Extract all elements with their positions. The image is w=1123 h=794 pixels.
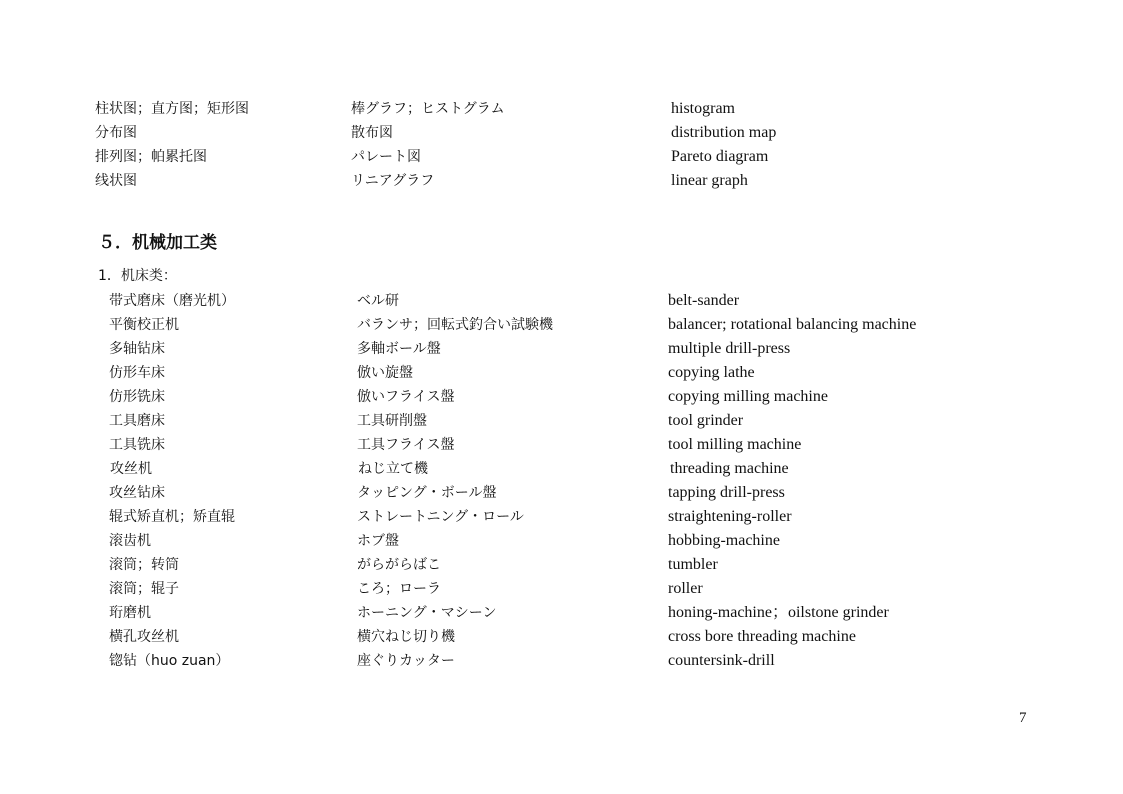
- term-chinese: 柱状图；直方图；矩形图: [95, 101, 249, 117]
- term-english: histogram: [671, 100, 735, 117]
- term-japanese: 工具フライス盤: [357, 437, 455, 453]
- term-english: belt-sander: [668, 292, 740, 309]
- term-english: distribution map: [671, 124, 777, 141]
- term-japanese: 倣いフライス盤: [357, 389, 455, 405]
- term-japanese: 棒グラフ；ヒストグラム: [351, 101, 505, 117]
- term-japanese: リニアグラフ: [351, 173, 435, 189]
- term-english: tumbler: [668, 556, 718, 573]
- term-japanese: 倣い旋盤: [357, 365, 413, 381]
- term-japanese: 散布図: [351, 125, 393, 141]
- term-english: Pareto diagram: [671, 148, 769, 165]
- term-english: threading machine: [670, 460, 789, 477]
- term-english: tool milling machine: [668, 436, 802, 453]
- term-english: linear graph: [671, 172, 748, 189]
- term-english: tapping drill-press: [668, 484, 785, 501]
- term-english: tool grinder: [668, 412, 744, 429]
- term-english: cross bore threading machine: [668, 628, 856, 645]
- term-japanese: ホーニング・マシーン: [357, 605, 497, 621]
- term-japanese: ねじ立て機: [358, 461, 428, 477]
- term-chinese: 工具磨床: [109, 413, 165, 429]
- page-number: 7: [1019, 710, 1027, 726]
- term-english: countersink-drill: [668, 652, 775, 669]
- section-title: ５．机械加工类: [98, 233, 217, 253]
- term-chinese: 锪钻（huo zuan）: [109, 653, 230, 669]
- term-english: straightening-roller: [668, 508, 792, 525]
- term-english: copying milling machine: [668, 388, 828, 405]
- term-chinese: 珩磨机: [109, 605, 151, 621]
- term-japanese: がらがらばこ: [357, 557, 441, 573]
- term-chinese: 分布图: [95, 125, 137, 141]
- term-japanese: ベル研: [357, 293, 399, 309]
- term-chinese: 攻丝机: [110, 461, 152, 477]
- term-english: hobbing-machine: [668, 532, 780, 549]
- term-chinese: 攻丝钻床: [109, 485, 165, 501]
- term-japanese: 座ぐりカッター: [357, 653, 455, 669]
- term-chinese: 滚齿机: [109, 533, 151, 549]
- term-japanese: ホブ盤: [357, 533, 399, 549]
- term-japanese: 多軸ボール盤: [357, 341, 441, 357]
- term-chinese: 滚筒；转筒: [109, 557, 179, 573]
- term-chinese: 横孔攻丝机: [109, 629, 179, 645]
- term-chinese: 平衡校正机: [109, 317, 179, 333]
- term-chinese: 滚筒；辊子: [109, 581, 179, 597]
- term-chinese: 工具铣床: [109, 437, 165, 453]
- term-japanese: パレート図: [351, 149, 421, 165]
- term-english: roller: [668, 580, 703, 597]
- term-english: multiple drill-press: [668, 340, 791, 357]
- term-chinese: 辊式矫直机；矫直辊: [109, 509, 235, 525]
- term-chinese: 仿形车床: [109, 365, 165, 381]
- term-japanese: 工具研削盤: [357, 413, 427, 429]
- term-japanese: ストレートニング・ロール: [357, 509, 524, 525]
- term-english: balancer; rotational balancing machine: [668, 316, 917, 333]
- term-japanese: 横穴ねじ切り機: [357, 629, 455, 645]
- term-chinese: 线状图: [95, 173, 137, 189]
- term-english: honing-machine；oilstone grinder: [668, 604, 889, 621]
- term-japanese: タッピング・ボール盤: [357, 485, 497, 501]
- term-english: copying lathe: [668, 364, 755, 381]
- term-chinese: 带式磨床（磨光机）: [109, 293, 235, 309]
- term-chinese: 排列图；帕累托图: [95, 149, 207, 165]
- subsection-title: 1．机床类：: [98, 268, 177, 284]
- term-chinese: 多轴钻床: [109, 341, 165, 357]
- term-japanese: バランサ；回転式釣合い試験機: [357, 317, 553, 333]
- term-chinese: 仿形铣床: [109, 389, 165, 405]
- term-japanese: ころ；ローラ: [357, 581, 441, 597]
